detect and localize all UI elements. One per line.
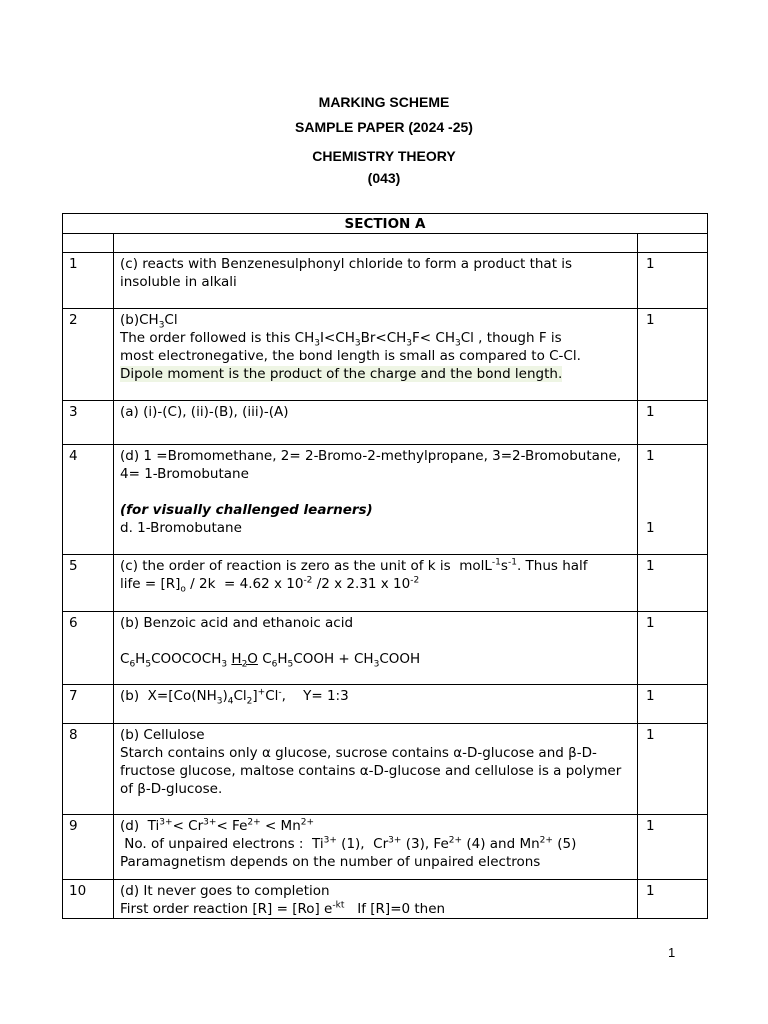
table-row	[63, 253, 708, 309]
marks: 1	[638, 880, 708, 919]
table-row	[63, 815, 708, 880]
question-number: 3	[63, 401, 114, 445]
answer-text: (d) $Ti^{3+}< Cr^{3+}< Fe^{2+} < Mn^{2+}$ No. of unpaired electrons : $Ti^{3+}$ (1), $Cr^{3+}$ (3), $Fe^{2+}$ (4) and $Mn^{2+}$ (5) Paramagnetism depends on the number of unpaired electrons	[114, 815, 638, 880]
question-number: 7	[63, 685, 114, 724]
question-number: 6	[63, 612, 114, 685]
highlighted-text: Dipole moment is the product of the charge and the bond length.	[120, 366, 563, 382]
title-chemistry-theory: CHEMISTRY THEORY	[312, 148, 456, 164]
marks: 1	[638, 815, 708, 880]
table-row	[63, 309, 708, 401]
answer-text: (d) 1 =Bromomethane, 2= 2-Bromo-2-methylpropane, 3=2-Bromobutane, 4= 1-Bromobutane (for visually challenged learners) d. 1-Bromobutane	[114, 445, 638, 555]
question-number: 4	[63, 445, 114, 555]
question-number: 8	[63, 724, 114, 815]
question-number: 1	[63, 253, 114, 309]
marks: 1	[638, 612, 708, 685]
answer-text: (c) the order of reaction is zero as the unit of k is $molL^{-1}s^{-1}$. Thus half life = $[R]_o / 2k = 4.62$ x $10^{-2}$ /2 x 2.31 x $10^{-2}$	[114, 555, 638, 612]
table-row	[63, 724, 708, 815]
title-sample-paper: SAMPLE PAPER (2024 -25)	[295, 119, 473, 135]
question-number: 2	[63, 309, 114, 401]
answer-text: (c) reacts with Benzenesulphonyl chloride to form a product that is insoluble in alkali	[114, 253, 638, 309]
table-row	[63, 685, 708, 724]
table-row	[63, 880, 708, 919]
table-row	[63, 445, 708, 555]
table-row	[63, 555, 708, 612]
section-a-heading: SECTION A	[63, 214, 708, 234]
page-number: 1	[668, 945, 676, 960]
marks: 1	[638, 555, 708, 612]
table-row-blank	[63, 234, 708, 253]
question-number: 10	[63, 880, 114, 919]
table-row	[63, 401, 708, 445]
question-number: 5	[63, 555, 114, 612]
marking-scheme-table	[62, 213, 708, 919]
marks: 1	[638, 401, 708, 445]
answer-text: (b) $X=[Co(NH_3)_4Cl_2]^+Cl^-$, Y= 1:3	[114, 685, 638, 724]
question-number: 9	[63, 815, 114, 880]
marks: 1 1	[638, 445, 708, 555]
marks: 1	[638, 309, 708, 401]
marks: 1	[638, 685, 708, 724]
answer-text: (b) Cellulose Starch contains only α glucose, sucrose contains α-D-glucose and β-D-fructose glucose, maltose contains α-D-glucose and cellulose is a polymer of β-D-glucose.	[114, 724, 638, 815]
vi-note: (for visually challenged learners)	[120, 502, 373, 518]
table-row	[63, 612, 708, 685]
title-subject-code: (043)	[367, 170, 401, 186]
marks: 1	[638, 724, 708, 815]
answer-text: $(b)CH_3Cl$ The order followed is this $CH_3I<CH_3Br<CH_3F< CH_3Cl$ , though F is most electronegative, the bond length is small as compared to C-Cl. Dipole moment is the product of the charge and the bond length.	[114, 309, 638, 401]
answer-text: (a) (i)-(C), (ii)-(B), (iii)-(A)	[114, 401, 638, 445]
title-marking-scheme: MARKING SCHEME	[318, 94, 450, 110]
marks: 1	[638, 253, 708, 309]
answer-text: (d) It never goes to completion First order reaction [R] = [Ro] $e^{-kt}$ If [R]=0 then	[114, 880, 638, 919]
answer-text: (b) Benzoic acid and ethanoic acid $C_6H_5COOCOCH_3$ $H_2O$ $C_6H_5COOH$ + $CH_3COOH$	[114, 612, 638, 685]
